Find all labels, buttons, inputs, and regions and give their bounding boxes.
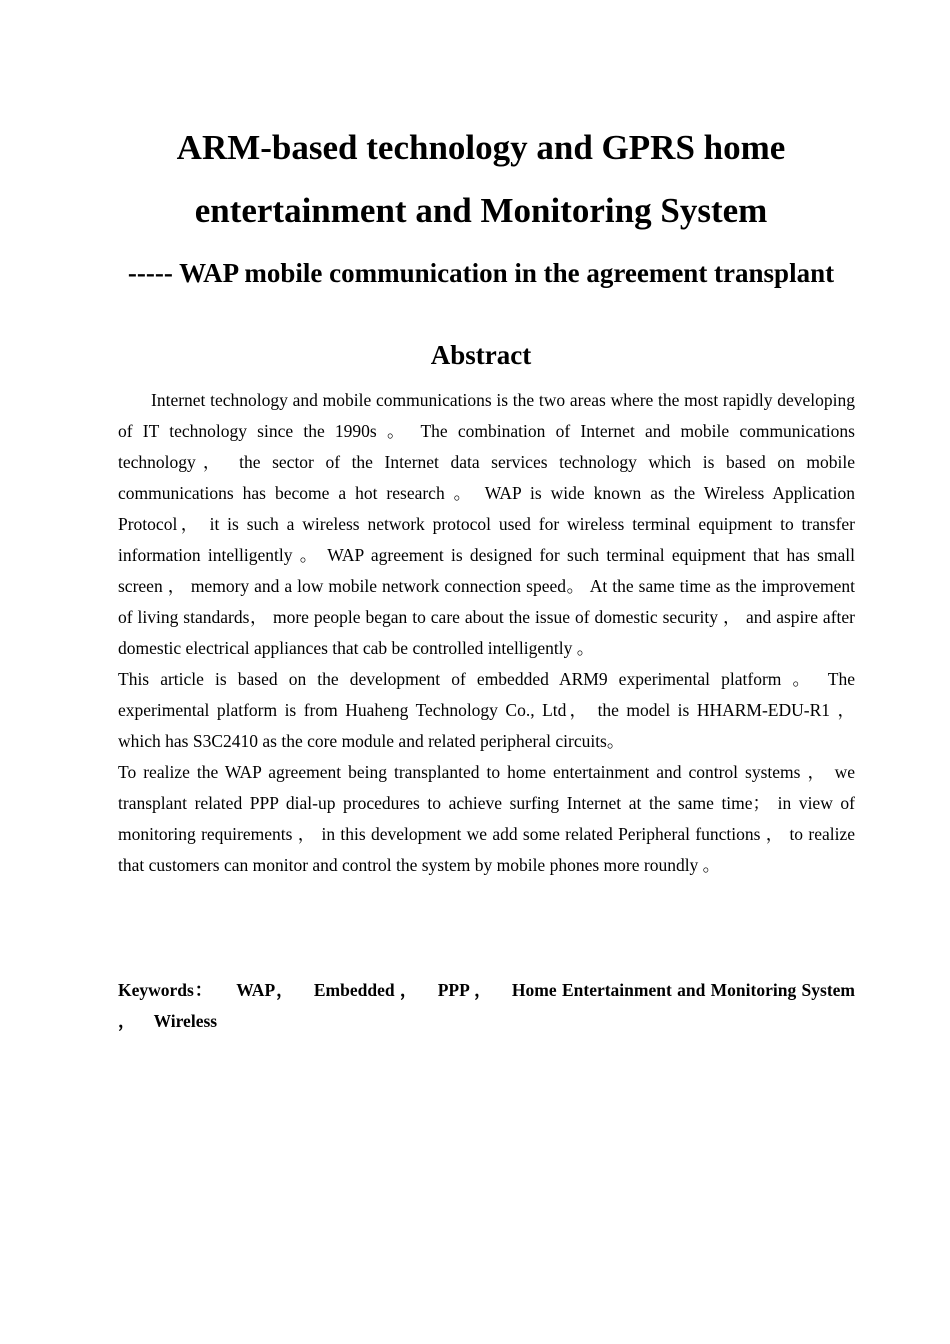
- abstract-paragraph-3: To realize the WAP agreement being transplanted to home entertainment and control systems ， we transplant related PPP dial-up procedures to achieve surfing Internet at the same time； in view of monitoring requirements ， in this development we add some related Peripheral functions ， to realize that customers can monitor and control the system by mobile phones more roundly 。: [118, 762, 855, 875]
- title-line-2: entertainment and Monitoring System: [194, 191, 768, 230]
- abstract-heading: Abstract: [430, 340, 532, 370]
- subtitle: ----- WAP mobile communication in the agreement transplant: [127, 258, 835, 288]
- abstract-body: [118, 385, 855, 881]
- abstract-paragraph-2: This article is based on the development of embedded ARM9 experimental platform 。 The experimental platform is from Huaheng Technology Co., Ltd， the model is HHARM-EDU-R1 ， which has S3C2410 as the core module and related peripheral circuits。: [118, 669, 855, 751]
- keyword-item: Home Entertainment and Monitoring System ，: [118, 980, 856, 1031]
- keywords-line: [118, 975, 855, 1037]
- keyword-item: Wireless: [153, 1011, 218, 1031]
- keyword-item: Embedded ，: [313, 980, 419, 1000]
- title-line-1: ARM-based technology and GPRS home: [176, 128, 786, 167]
- keyword-item: PPP ，: [437, 980, 493, 1000]
- abstract-paragraph-1: Internet technology and mobile communications is the two areas where the most rapidly developing of IT technology since the 1990s 。 The combination of Internet and mobile communications technology， the sector of the Internet data services technology which is based on mobile communications has become a hot research 。 WAP is wide known as the Wireless Application Protocol， it is such a wireless network protocol used for wireless terminal equipment to transfer information intelligently 。 WAP agreement is designed for such terminal equipment that has small screen ， memory and a low mobile network connection speed。 At the same time as the improvement of living standards， more people began to care about the issue of domestic security ， and aspire after domestic electrical appliances that cab be controlled intelligently 。: [118, 390, 855, 658]
- keyword-item: WAP，: [236, 980, 295, 1000]
- keywords-label: Keywords：: [118, 980, 214, 1000]
